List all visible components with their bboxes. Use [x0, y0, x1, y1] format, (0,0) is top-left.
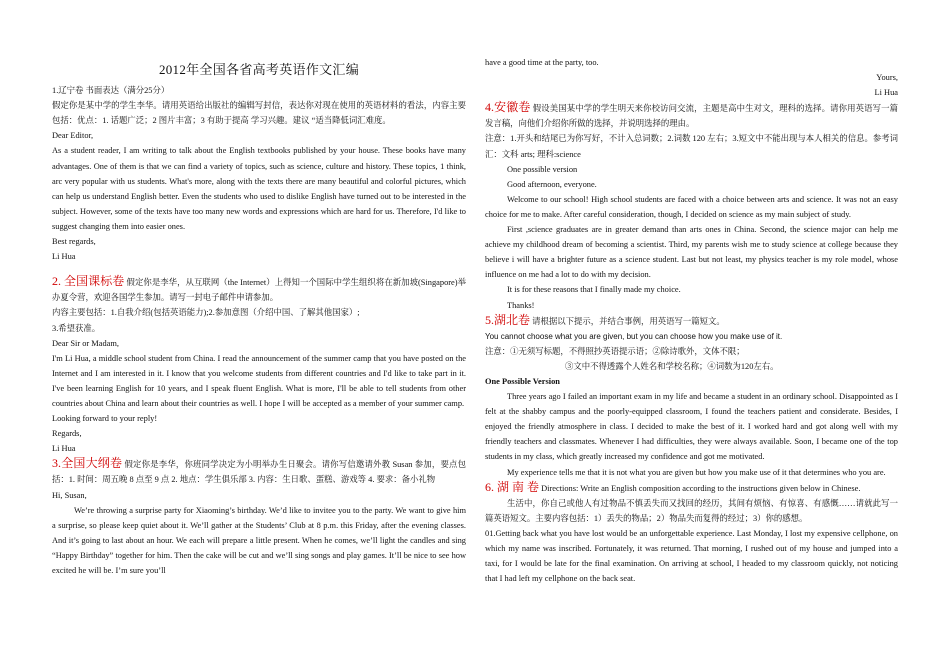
section-2-header [52, 274, 466, 305]
left-column [52, 0, 466, 578]
section-2-number: 2. 全国课标卷 [52, 274, 125, 289]
section-5-header [485, 313, 898, 329]
section-1-name: Li Hua [52, 252, 76, 262]
section-6-paragraph-1: 01.Getting back what you have lost would be an unforgettable experience. Last Monday, I lost my expensive cellphone, on which my name was inscribed. Fortunately, it was returned. That morning, I rushed out of my house and jumped into a taxi, for I would be late for the final examination. On arriving at school, I headed to my classroom quickly, not noticing that I had left my cellphone on the back seat. [485, 528, 898, 584]
section-2-closing: Looking forward to your reply! [52, 414, 158, 424]
section-3-salutation: Hi, Susan, [52, 490, 87, 500]
section-3-header [52, 456, 466, 487]
section-1-header: 1.辽宁卷 书面表达（满分25分） [52, 86, 170, 96]
section-3-prompt: 假定你是李华，你班同学决定为小明举办生日聚会。请你写信邀请外教 Susan 参加，要点包括：1. 时间：周五晚 8 点至 9 点 2. 地点：学生俱乐部 3. 内容：生日歌、蛋糕、游戏等 4. 要求：备小礼物 [52, 460, 466, 485]
section-4-thanks: Thanks! [507, 300, 535, 310]
section-4-prompt: 假设美国某中学的学生明天来你校访问交流，主题是高中生对文，理科的选择。请你用英语写一篇发言稿，向他们介绍你所做的选择，并说明选择的理由。 [485, 104, 898, 129]
right-column [485, 0, 898, 586]
section-4-version-label: One possible version [507, 164, 578, 174]
section-4-paragraph-2: First ,science graduates are in greater demand than arts ones in China. Second, the science major can help me achieve my childhood dream of becoming a scientist. Third, my parents wish me to study science at college because they believe i will have a brighter future as a science student. Last but not least, my physics teacher is my role model, whose influence on me had a lot to do with my decision. [485, 225, 898, 280]
section-2-prompt: 假定你是李华，从互联网（the Internet）上得知一个国际中学生组织将在新加坡(Singapore)举办夏令营，欢迎各国学生参加。请写一封电子邮件申请参加。 [52, 278, 466, 303]
section-6-prompt: Directions: Write an English composition according to the instructions given below in Chinese. [539, 483, 861, 493]
section-3-signature: Li Hua [874, 88, 898, 98]
section-2-point-3: 3.希望获准。 [52, 323, 101, 333]
section-1-body: As a student reader, I am writing to talk about the English textbooks published by your house. These books have many advantages. One of them is that we can find a variety of topics, such as science, culture and history. These topics, 1 think, arc very popular with us students. What's more, along with the texts there are many beautiful and colorful pictures, which can help us understand English better. Even the students who used to dislike English have turned out to be interested in the subject. However, some of the texts have too many new words and expressions which are hard for us. Therefore, I'd like to suggest changing them into easier ones. [52, 146, 466, 231]
section-5-version-label: One Possible Version [485, 376, 560, 386]
section-5-paragraph-2: My experience tells me that it is not what you are given but how you make use of it that determines who you are. [507, 467, 886, 477]
section-3-body: We’re throwing a surprise party for Xiaoming’s birthday. We’d like to invitee you to the party. We want to give him a surprise, so please keep quiet about it. We’ll gather at the Students’ Club at 8 p.m. this Friday, after the evening classes. And it’s going to last about an hour. We each will prepare a little present. When he comes, we’ll light the candles and sing “Happy Birthday” together for him. Then the cake will be cut and we’ll sing songs and play games. It’ll be nice to see how excited he will be. I’m sure you’ll [52, 505, 466, 575]
section-1-salutation: Dear Editor, [52, 131, 94, 141]
section-6-chinese-prompt: 生活中，你自己或他人有过物品不慎丢失而又找回的经历，其间有烦恼、有惊喜、有感慨……请就此写一篇英语短文。主要内容包括：1）丢失的物品；2）物品失而复得的经过；3）你的感想。 [485, 498, 898, 523]
section-2-salutation: Dear Sir or Madam, [52, 338, 119, 348]
section-3-yours: Yours, [876, 73, 898, 83]
section-2-name: Li Hua [52, 444, 76, 454]
section-1-prompt: 假定你是某中学的学生李华。请用英语给出版社的编辑写封信，表达你对现在使用的英语材料的看法，内容主要包括：优点：1. 话题广泛；2 图片丰富；3 有助于提高 学习兴趣。建议 “适当降低词汇难度。 [52, 101, 466, 126]
section-5-note-1: 注意：①无须写标题，不得照抄英语提示语；②除诗歌外，文体不限； [485, 346, 745, 356]
section-6-header [485, 480, 898, 496]
section-1-regards: Best regards, [52, 237, 96, 247]
section-6-number: 6. 湖 南 卷 [485, 479, 540, 494]
section-4-paragraph-3: It is for these reasons that I finally made my choice. [507, 285, 681, 295]
section-5-number: 5.湖北卷 [485, 312, 531, 327]
section-4-greeting: Good afternoon, everyone. [507, 179, 597, 189]
section-5-note-2: ③文中不得透露个人姓名和学校名称；④词数为120左右。 [565, 361, 779, 371]
section-5-prompt: 请根据以下提示，并结合事例，用英语写一篇短文。 [530, 316, 725, 326]
section-3-body-end: have a good time at the party, too. [485, 58, 599, 67]
section-4-note: 注意：1.开头和结尾已为你写好，不计入总词数；2.词数 120 左右；3.短文中不能出现与本人相关的信息。参考词汇：文科 arts; 理科:science [485, 134, 898, 159]
section-4-paragraph-1: Welcome to our school! High school students are faced with a choice between arts and science. It was not an easy choice for me to make. After careful consideration, though, I decided on science as my main subject of study. [485, 194, 898, 219]
section-2-points: 内容主要包括：1.自我介绍(包括英语能力);2.参加意图（介绍中国、了解其他国家）; [52, 308, 360, 318]
section-4-number: 4.安徽卷 [485, 100, 531, 115]
section-4-header [485, 100, 898, 131]
section-3-number: 3.全国大纲卷 [52, 456, 123, 471]
section-2-body: I'm Li Hua, a middle school student from China. I read the announcement of the summer camp that you have posted on the Internet and I am interested in it. I know that you welcome students from different countries and I'd like to take part in it. I've been learning English for 10 years, and I speak fluent English. What is more, I'll be able to tell students from other countries about China and learn about their countries as well. I hope I will be accepted as a member of your summer camp. [52, 353, 466, 408]
section-2-regards: Regards, [52, 429, 82, 439]
section-5-topic: You cannot choose what you are given, but you can choose how you make use of it. [485, 331, 783, 341]
section-5-paragraph-1: Three years ago I failed an important exam in my life and became a student in an ordinary school. Disappointed as I felt at the shabby campus and the poorly-equipped classroom, I found the teachers patient and considerate. Besides, I enjoyed the friendly atmosphere in class. I decided to make the best of it. I worked hard and got along well with my friendly teachers and classmates. Whenever I had difficulties, they were always available. Soon, I became one of the top students in my class, which greatly increased my confidence and got me motivated. [485, 392, 898, 462]
page-title: 2012年全国各省高考英语作文汇编 [158, 62, 360, 77]
